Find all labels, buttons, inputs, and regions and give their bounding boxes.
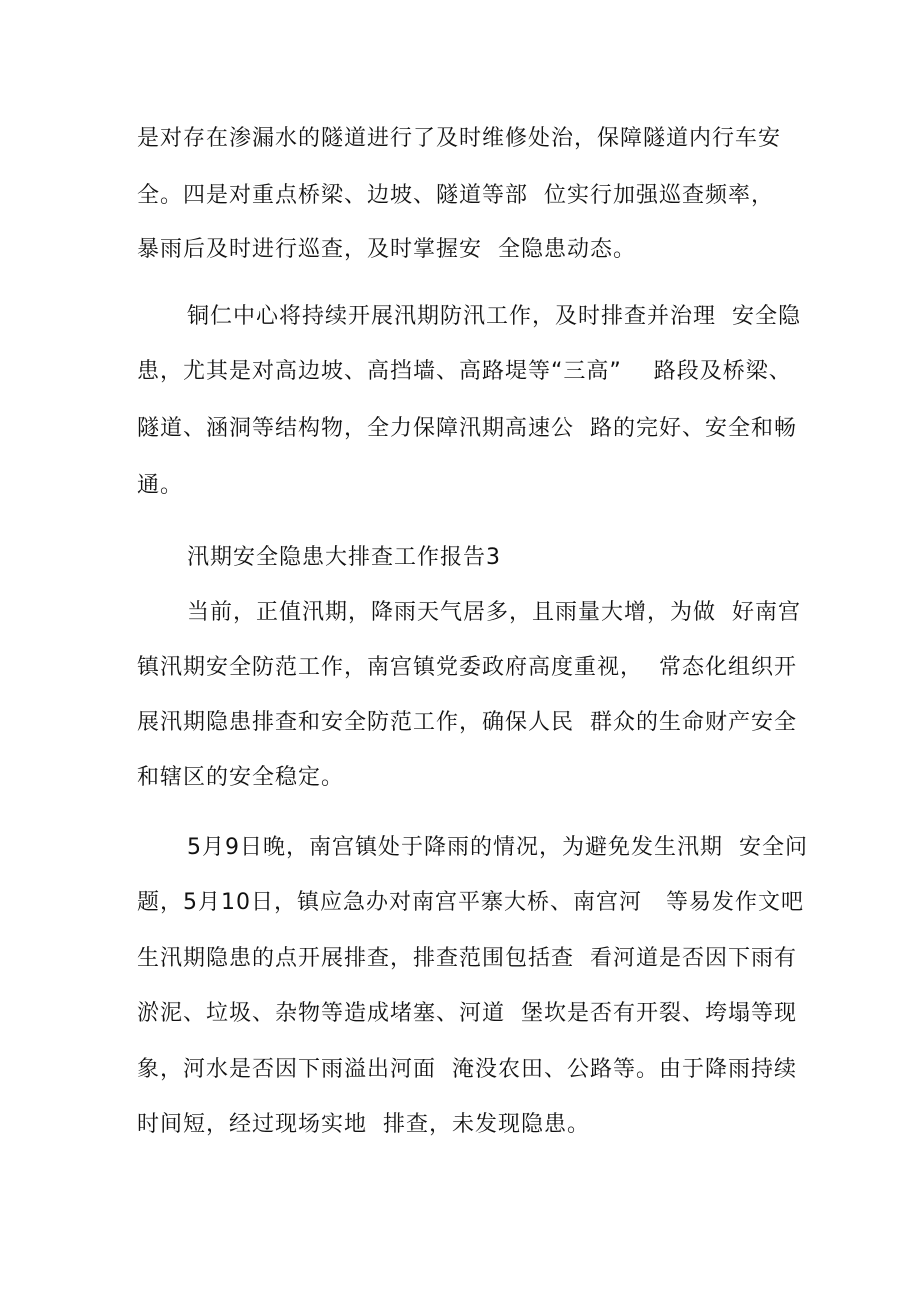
text-line: 和辖区的安全稳定。 bbox=[137, 765, 345, 790]
text-line: 淤泥、垃圾、杂物等造成堵塞、河道 堡坎是否有开裂、垮塌等现 bbox=[137, 1001, 797, 1026]
text-line: 患，尤其是对高边坡、高挡墙、高路堤等“三高” 路段及桥梁、 bbox=[137, 359, 792, 384]
text-line: 全。四是对重点桥梁、边坡、隧道等部 位实行加强巡查频率， bbox=[137, 183, 774, 208]
text-line: 当前，正值汛期，降雨天气居多，且雨量大增，为做 好南宫 bbox=[187, 600, 801, 625]
text-line: 是对存在渗漏水的隧道进行了及时维修处治，保障隧道内行车安 bbox=[137, 126, 782, 151]
text-line: 时间短，经过现场实地 排查，未发现隐患。 bbox=[137, 1112, 590, 1137]
text-line: 5月9日晚，南宫镇处于降雨的情况，为避免发生汛期 安全问 bbox=[187, 835, 808, 860]
text-line: 隧道、涵洞等结构物，全力保障汛期高速公 路的完好、安全和畅 bbox=[137, 416, 797, 441]
text-line: 展汛期隐患排查和安全防范工作，确保人民 群众的生命财产安全 bbox=[137, 710, 797, 735]
text-line: 通。 bbox=[137, 473, 184, 498]
text-line: 暴雨后及时进行巡查，及时掌握安 全隐患动态。 bbox=[137, 237, 636, 262]
section-heading: 汛期安全隐患大排查工作报告3 bbox=[187, 545, 501, 570]
text-line: 题，5月10日，镇应急办对南宫平寨大桥、南宫河 等易发作文吧 bbox=[137, 890, 804, 915]
text-line: 镇汛期安全防范工作，南宫镇党委政府高度重视， 常态化组织开 bbox=[137, 655, 797, 680]
text-line: 生汛期隐患的点开展排查，排查范围包括查 看河道是否因下雨有 bbox=[137, 946, 797, 971]
text-line: 铜仁中心将持续开展汛期防汛工作，及时排查并治理 安全隐 bbox=[187, 304, 801, 329]
text-line: 象，河水是否因下雨溢出河面 淹没农田、公路等。由于降雨持续 bbox=[137, 1057, 797, 1082]
